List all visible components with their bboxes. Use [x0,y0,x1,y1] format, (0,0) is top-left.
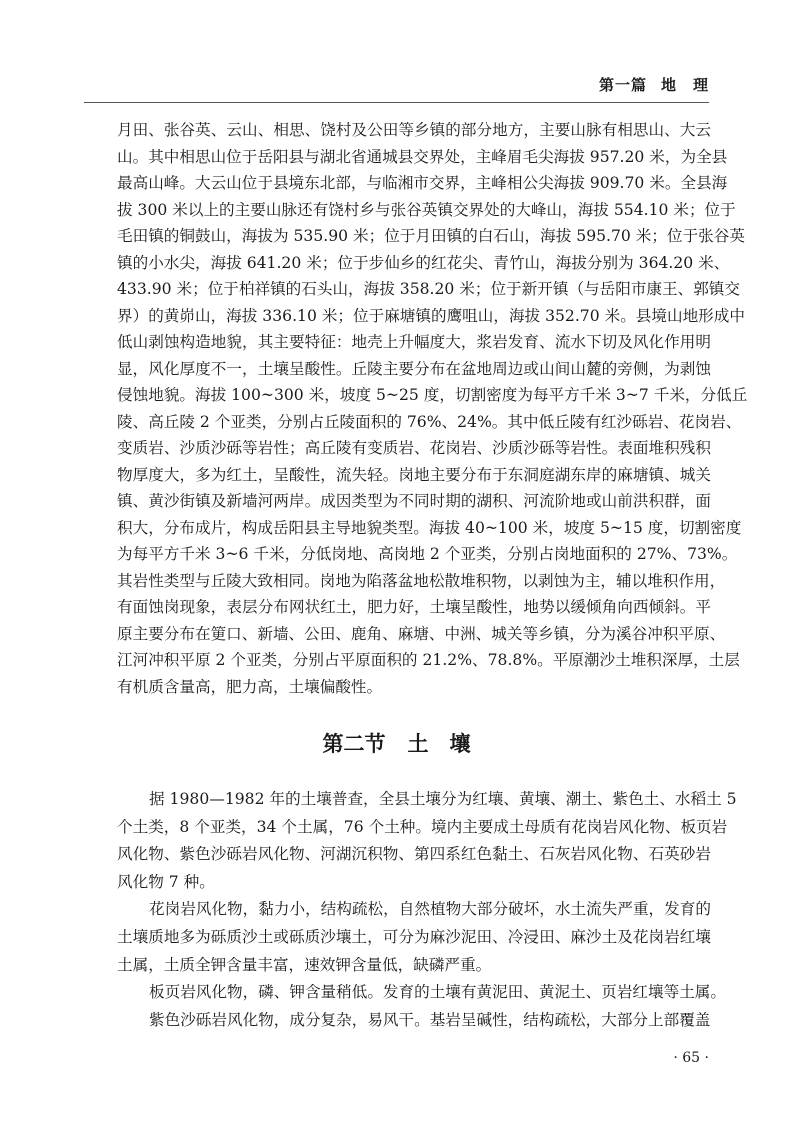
text-line: 有面蚀岗现象，表层分布网状红土，肥力好，土壤呈酸性，地势以缓倾角向西倾斜。平 [117,598,711,616]
text-line: 月田、张谷英、云山、相思、饶村及公田等乡镇的部分地方，主要山脉有相思山、大云 [117,121,711,139]
text-line: 风化物、紫色沙砾岩风化物、河湖沉积物、第四系红色黏土、石灰岩风化物、石英砂岩 [117,845,711,864]
text-line: 433.90 米；位于柏祥镇的石头山，海拔 358.20 米；位于新开镇（与岳阳市康王、郭镇交 [117,280,740,298]
text-line: 紫色沙砾岩风化物，成分复杂，易风干。基岩呈碱性，结构疏松，大部分上部覆盖 [149,1010,711,1029]
section2-body [117,786,737,1034]
text-line: 个土类，8 个亚类，34 个土属，76 个土种。境内主要成土母质有花岗岩风化物、板页岩 [117,817,728,836]
text-line: 镇、黄沙街镇及新墙河两岸。成因类型为不同时期的湖积、河流阶地或山前洪积群，面 [117,492,711,510]
text-line: 江河冲积平原 2 个亚类，分别占平原面积的 21.2%、78.8%。平原潮沙土堆积深厚，土层 [117,651,740,669]
text-line: 物厚度大，多为红土，呈酸性，流失轻。岗地主要分布于东洞庭湖东岸的麻塘镇、城关 [117,465,711,484]
text-line: 土壤质地多为砾质沙土或砾质沙壤土，可分为麻沙泥田、冷浸田、麻沙土及花岗岩红壤 [117,927,711,946]
text-line: 毛田镇的铜鼓山，海拔为 535.90 米；位于月田镇的白石山，海拔 595.70 米；位于张谷英 [117,227,745,245]
text-line: 最高山峰。大云山位于县境东北部，与临湘市交界，主峰相公尖海拔 909.70 米。全县海 [117,174,728,192]
section-heading [0,728,793,758]
page-number: · 65 · [673,1050,709,1066]
text-line: 界）的黄峁山，海拔 336.10 米；位于麻塘镇的鹰咀山，海拔 352.70 米。县境山地形成中 [117,306,745,325]
text-line: 镇的小水尖，海拔 641.20 米；位于步仙乡的红花尖、青竹山，海拔分别为 364.20 米、 [117,253,730,272]
text-line: 有机质含量高，肥力高，土壤偏酸性。 [117,677,383,696]
text-line: 为每平方千米 3~6 千米，分低岗地、高岗地 2 个亚类，分别占岗地面积的 27%、73%。 [117,545,738,563]
text-line: 显，风化厚度不一，土壤呈酸性。丘陵主要分布在盆地周边或山间山麓的旁侧，为剥蚀 [117,359,711,378]
text-line: 积大，分布成片，构成岳阳县主导地貌类型。海拔 40~100 米，坡度 5~15 度，切割密度 [117,518,742,537]
section1-body [117,117,748,700]
text-line: 原主要分布在筻口、新墙、公田、鹿角、麻塘、中洲、城关等乡镇，分为溪谷冲积平原、 [117,624,726,643]
text-line: 低山剥蚀构造地貌，其主要特征：地壳上升幅度大，浆岩发育、流水下切及风化作用明 [117,333,711,351]
text-line: 拔 300 米以上的主要山脉还有饶村乡与张谷英镇交界处的大峰山，海拔 554.10 米；位于 [117,200,736,219]
text-line: 变质岩、沙质沙砾等岩性；高丘陵有变质岩、花岗岩、沙质沙砾等岩性。表面堆积残积 [117,439,711,457]
part-title: 地 理 [660,76,709,94]
text-line: 土属，土质全钾含量丰富，速效钾含量低，缺磷严重。 [117,955,492,974]
text-line: 山。其中相思山位于岳阳县与湖北省通城县交界处，主峰眉毛尖海拔 957.20 米，为全县 [117,147,728,166]
text-line: 侵蚀地貌。海拔 100~300 米，坡度 5~25 度，切割密度为每平方千米 3~7 千米，分低丘 [117,386,748,404]
section-title: 土 壤 [407,732,471,756]
text-line: 陵、高丘陵 2 个亚类，分别占丘陵面积的 76%、24%。其中低丘陵有红沙砾岩、花岗岩、 [117,412,742,431]
header-divider [84,102,709,103]
text-line: 板页岩风化物，磷、钾含量稍低。发育的土壤有黄泥田、黄泥土、页岩红壤等土属。 [149,983,726,1002]
text-line: 据 1980—1982 年的土壤普查，全县土壤分为红壤、黄壤、潮土、紫色土、水稻土 5 [149,790,737,808]
running-header [585,74,709,95]
section-number: 第二节 [322,732,386,756]
text-line: 花岗岩风化物，黏力小，结构疏松，自然植物大部分破坏，水土流失严重，发育的 [149,900,711,919]
text-line: 其岩性类型与丘陵大致相同。岗地为陷落盆地松散堆积物，以剥蚀为主，辅以堆积作用， [117,571,726,590]
part-label: 第一篇 [598,76,647,94]
text-line: 风化物 7 种。 [117,872,215,891]
